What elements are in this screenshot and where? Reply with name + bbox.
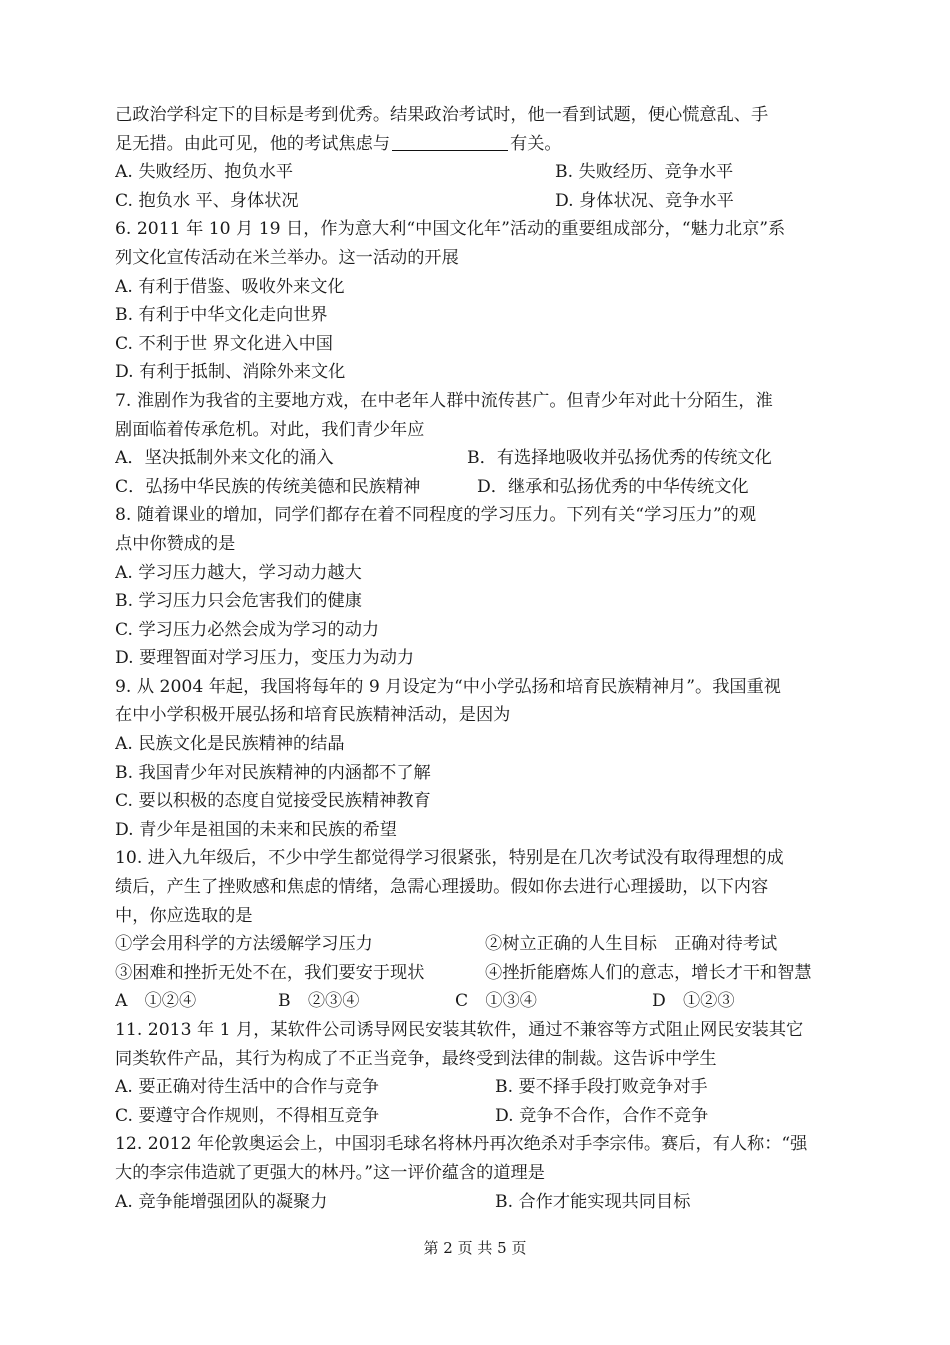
- option-c: C. 抱负水 平、身体状况: [115, 190, 299, 211]
- option-d: D．继承和弘扬优秀的中华传统文化: [477, 476, 749, 497]
- question-stem-line: 6. 2011 年 10 月 19 日，作为意大利“中国文化年”活动的重要组成部分，“魅力北京”系: [115, 219, 786, 240]
- option-d: D ①②③: [652, 991, 735, 1012]
- question-stem-line: 列文化宣传活动在米兰举办。这一活动的开展: [115, 247, 459, 268]
- stem-text: 足无措。由此可见，他的考试焦虑与: [115, 133, 391, 154]
- option-a: A．坚决抵制外来文化的涌入: [115, 448, 334, 469]
- question-stem-line: 己政治学科定下的目标是考到优秀。结果政治考试时，他一看到试题，便心慌意乱、手: [115, 105, 769, 125]
- option-b: B. 学习压力只会危害我们的健康: [115, 591, 362, 612]
- statement-3: ③困难和挫折无处不在，我们要安于现状: [115, 962, 425, 983]
- question-stem-line: 11. 2013 年 1 月，某软件公司诱导网民安装其软件，通过不兼容等方式阻止网民安装其它: [115, 1020, 804, 1040]
- statement-2: ②树立正确的人生目标 正确对待考试: [485, 934, 778, 955]
- question-6: [115, 215, 858, 387]
- option-a: A. 要正确对待生活中的合作与竞争: [115, 1077, 379, 1098]
- option-c: C. 学习压力必然会成为学习的动力: [115, 619, 380, 640]
- option-c: C. 不利于世 界文化进入中国: [115, 333, 333, 354]
- option-c: C. 要遵守合作规则，不得相互竞争: [115, 1105, 380, 1126]
- option-d: D. 有利于抵制、消除外来文化: [115, 362, 346, 383]
- question-stem-line: 点中你赞成的是: [115, 533, 236, 554]
- question-7: [115, 387, 858, 501]
- question-8: [115, 501, 858, 673]
- option-b: B．有选择地吸收并弘扬优秀的传统文化: [467, 448, 772, 469]
- question-stem-line: 剧面临着传承危机。对此，我们青少年应: [115, 419, 425, 440]
- question-stem-line: 绩后，产生了挫败感和焦虑的情绪，急需心理援助。假如你去进行心理援助，以下内容: [115, 877, 769, 898]
- options-row: [115, 1073, 858, 1102]
- answer-blank: [392, 132, 508, 151]
- option-b: B. 合作才能实现共同目标: [495, 1191, 691, 1212]
- option-a: A ①②④: [115, 991, 197, 1012]
- question-stem-line: 8. 随着课业的增加，同学们都存在着不同程度的学习压力。下列有关“学习压力”的观: [115, 505, 757, 526]
- question-11: [115, 1016, 858, 1130]
- question-9: [115, 673, 858, 845]
- question-stem-line: 7. 淮剧作为我省的主要地方戏，在中老年人群中流传甚广。但青少年对此十分陌生，淮: [115, 390, 773, 411]
- question-stem-line: 中，你应选取的是: [115, 905, 253, 926]
- page-footer: 第 2 页 共 5 页: [423, 1239, 527, 1257]
- option-d: D. 身体状况、竞争水平: [555, 190, 734, 211]
- statements-row: [115, 959, 858, 988]
- question-stem-line: 12. 2012 年伦敦奥运会上，中国羽毛球名将林丹再次绝杀对手李宗伟。赛后，有人称：“强: [115, 1134, 808, 1155]
- option-a: A. 竞争能增强团队的凝聚力: [115, 1191, 328, 1212]
- question-stem-line: 10. 进入九年级后，不少中学生都觉得学习很紧张，特别是在几次考试没有取得理想的成: [115, 848, 784, 869]
- stem-text: 有关。: [510, 133, 562, 154]
- option-a: A. 学习压力越大，学习动力越大: [115, 562, 362, 583]
- statement-1: ①学会用科学的方法缓解学习压力: [115, 934, 373, 955]
- options-row: [115, 158, 858, 187]
- option-d: D. 竞争不合作，合作不竞争: [495, 1105, 709, 1126]
- question-10: [115, 844, 858, 1016]
- question-stem-line: 大的李宗伟造就了更强大的林丹。”这一评价蕴含的道理是: [115, 1162, 545, 1183]
- options-row: [115, 1188, 858, 1217]
- option-b: B. 有利于中华文化走向世界: [115, 305, 328, 326]
- options-row: [115, 444, 858, 473]
- question-stem-line: 9. 从 2004 年起，我国将每年的 9 月设定为“中小学弘扬和培育民族精神月”。我国重视: [115, 676, 781, 697]
- option-a: A. 有利于借鉴、吸收外来文化: [115, 276, 345, 297]
- option-a: A. 失败经历、抱负水平: [115, 162, 294, 183]
- option-b: B. 失败经历、竞争水平: [555, 162, 734, 183]
- option-c: C. 要以积极的态度自觉接受民族精神教育: [115, 791, 431, 812]
- options-row: [115, 1102, 858, 1131]
- question-stem-line: 同类软件产品，其行为构成了不正当竞争，最终受到法律的制裁。这告诉中学生: [115, 1048, 717, 1069]
- statements-row: [115, 930, 858, 959]
- question-5: [115, 101, 858, 215]
- question-stem-line: 在中小学积极开展弘扬和培育民族精神活动，是因为: [115, 705, 511, 726]
- option-b: B. 我国青少年对民族精神的内涵都不了解: [115, 762, 431, 783]
- option-c: C ①③④: [455, 991, 537, 1012]
- options-row: [115, 473, 858, 502]
- question-stem-line: [115, 130, 858, 159]
- options-row: [115, 187, 858, 216]
- option-b: B. 要不择手段打败竞争对手: [495, 1077, 708, 1098]
- option-b: B ②③④: [278, 991, 360, 1012]
- statement-4: ④挫折能磨炼人们的意志，增长才干和智慧: [485, 962, 812, 983]
- question-12: [115, 1130, 858, 1216]
- option-c: C．弘扬中华民族的传统美德和民族精神: [115, 476, 421, 497]
- options-row: [115, 987, 858, 1016]
- option-a: A. 民族文化是民族精神的结晶: [115, 734, 345, 755]
- option-d: D. 青少年是祖国的未来和民族的希望: [115, 819, 397, 840]
- option-d: D. 要理智面对学习压力，变压力为动力: [115, 648, 415, 669]
